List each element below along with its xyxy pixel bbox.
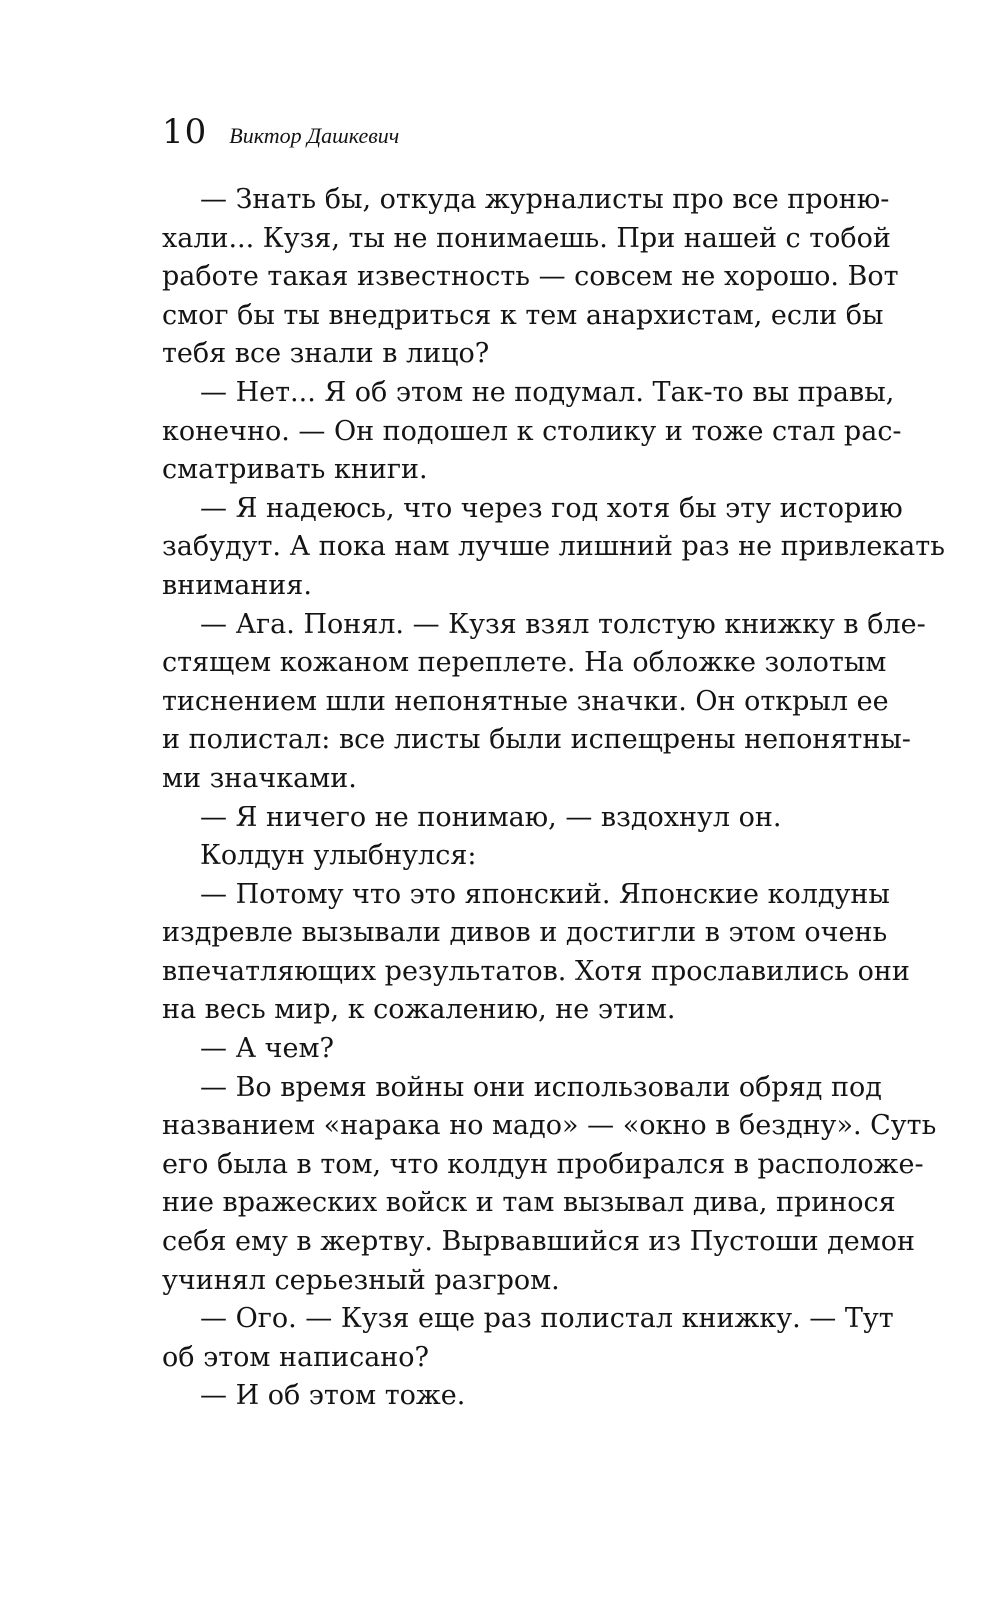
text-line: забудут. А пока нам лучше лишний раз не привлекать (162, 531, 945, 563)
running-title: Виктор Дашкевич (229, 123, 400, 148)
text-line: — Потому что это японский. Японские колдуны (200, 878, 890, 910)
body-text (162, 181, 945, 1416)
text-line: названием «нарака но мадо» — «окно в бездну». Суть (162, 1110, 937, 1142)
text-line: ние вражеских войск и там вызывал дива, принося (162, 1187, 896, 1219)
text-line: — Ага. Понял. — Кузя взял толстую книжку в бле- (200, 608, 926, 640)
text-line: об этом написано? (162, 1341, 430, 1373)
text-line: — Во время войны они использовали обряд под (200, 1071, 882, 1103)
text-line: Колдун улыбнулся: (200, 840, 477, 872)
text-line: — А чем? (200, 1033, 334, 1065)
text-line: — Знать бы, откуда журналисты про все проню- (200, 184, 890, 215)
text-line: — Я надеюсь, что через год хотя бы эту историю (200, 492, 903, 524)
text-line: — Я ничего не понимаю, — вздохнул он. (200, 801, 782, 833)
page-number: 10 (162, 112, 208, 152)
text-line: — И об этом тоже. (200, 1380, 466, 1412)
text-line: тебя все знали в лицо? (162, 338, 490, 370)
text-line: — Ого. — Кузя еще раз полистал книжку. — Тут (200, 1303, 894, 1335)
text-line: смог бы ты внедриться к тем анархистам, если бы (162, 299, 884, 331)
text-line: работе такая известность — совсем не хорошо. Вот (162, 261, 899, 293)
text-line: стящем кожаном переплете. На обложке золотым (162, 647, 887, 679)
text-line: впечатляющих результатов. Хотя прославились они (162, 955, 910, 987)
text-line: на весь мир, к сожалению, не этим. (162, 994, 676, 1026)
text-line: конечно. — Он подошел к столику и тоже стал рас- (162, 415, 902, 447)
text-line: и полистал: все листы были испещрены непонятны- (162, 724, 911, 756)
text-line: хали... Кузя, ты не понимаешь. При нашей с тобой (162, 222, 891, 254)
text-line: сматривать книги. (162, 454, 428, 486)
text-line: тиснением шли непонятные значки. Он открыл ее (162, 685, 889, 717)
text-line: ми значками. (162, 762, 357, 794)
running-head (162, 112, 399, 156)
text-line: — Нет... Я об этом не подумал. Так-то вы правы, (200, 376, 895, 408)
text-line: себя ему в жертву. Вырвавшийся из Пустоши демон (162, 1226, 916, 1258)
text-line: издревле вызывали дивов и достигли в этом очень (162, 917, 888, 949)
text-line: внимания. (162, 569, 312, 601)
text-line: его была в том, что колдун пробирался в расположе- (162, 1148, 924, 1180)
text-line: учинял серьезный разгром. (162, 1264, 560, 1296)
